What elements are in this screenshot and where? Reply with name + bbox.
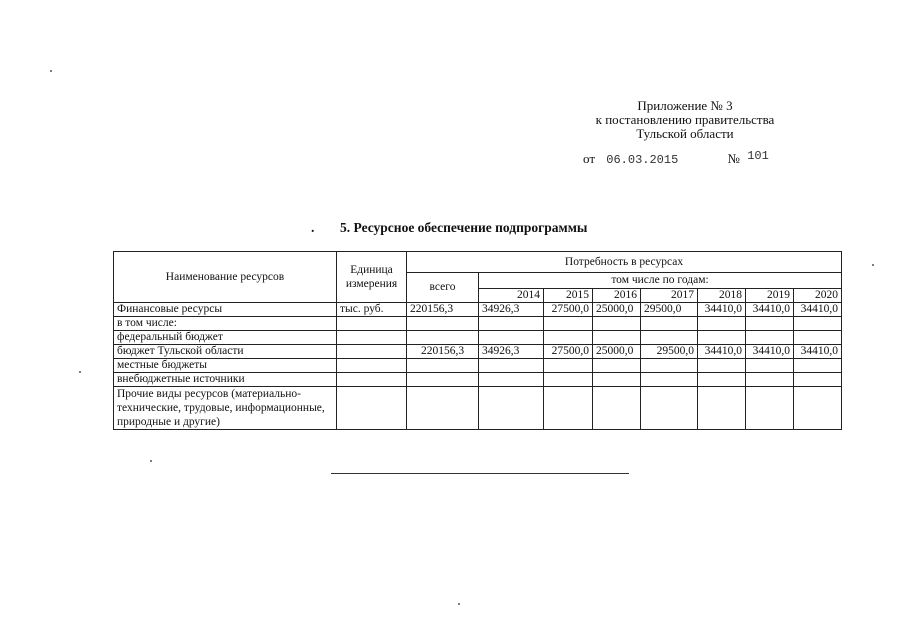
row-value: 34410,0 [746, 303, 794, 317]
row-name: в том числе: [114, 317, 337, 331]
row-value [593, 387, 641, 430]
header-need: Потребность в ресурсах [407, 252, 842, 273]
header-year: 2016 [593, 289, 641, 303]
scan-speck [50, 70, 52, 72]
row-value: 29500,0 [641, 303, 698, 317]
row-unit [337, 373, 407, 387]
row-value [698, 359, 746, 373]
header-resource-name: Наименование ресурсов [114, 252, 337, 303]
header-year: 2018 [698, 289, 746, 303]
row-value [544, 317, 593, 331]
row-value: 34410,0 [746, 345, 794, 359]
row-value [746, 359, 794, 373]
header-year: 2017 [641, 289, 698, 303]
row-total [407, 331, 479, 345]
row-value: 25000,0 [593, 303, 641, 317]
row-value [641, 387, 698, 430]
row-value [698, 331, 746, 345]
row-value [746, 373, 794, 387]
row-value [479, 331, 544, 345]
row-value [641, 373, 698, 387]
row-unit [337, 359, 407, 373]
header-year: 2014 [479, 289, 544, 303]
table-row [114, 359, 842, 373]
decree-number: 101 [747, 149, 769, 163]
row-value [641, 359, 698, 373]
table-row [114, 317, 842, 331]
row-value: 34410,0 [698, 345, 746, 359]
table-row [114, 345, 842, 359]
row-unit [337, 331, 407, 345]
row-value: 34926,3 [479, 345, 544, 359]
row-value [794, 331, 842, 345]
row-unit [337, 317, 407, 331]
row-value [544, 331, 593, 345]
table-row [114, 387, 842, 430]
row-value: 27500,0 [544, 345, 593, 359]
decree-from-label: от [583, 151, 596, 166]
table-row [114, 373, 842, 387]
row-value [794, 317, 842, 331]
row-value [544, 359, 593, 373]
decree-date: 06.03.2015 [606, 153, 679, 167]
row-total [407, 387, 479, 430]
row-value [794, 373, 842, 387]
row-value [746, 331, 794, 345]
row-total [407, 373, 479, 387]
scan-speck [458, 603, 460, 605]
bottom-divider [331, 473, 629, 474]
row-value [794, 359, 842, 373]
row-value [746, 387, 794, 430]
scan-speck [79, 371, 81, 373]
header-total: всего [407, 273, 479, 303]
row-value [698, 373, 746, 387]
section-bullet: . [311, 220, 315, 235]
table-row [114, 303, 842, 317]
row-unit [337, 345, 407, 359]
row-value: 25000,0 [593, 345, 641, 359]
row-name: местные бюджеты [114, 359, 337, 373]
appendix-header [560, 99, 810, 141]
row-value: 34410,0 [794, 345, 842, 359]
row-value: 29500,0 [641, 345, 698, 359]
row-name: бюджет Тульской области [114, 345, 337, 359]
decree-line [583, 151, 769, 167]
header-year: 2019 [746, 289, 794, 303]
row-value [641, 317, 698, 331]
row-value [544, 373, 593, 387]
row-value: 34410,0 [794, 303, 842, 317]
row-total [407, 317, 479, 331]
row-value [794, 387, 842, 430]
row-value [593, 373, 641, 387]
row-unit [337, 387, 407, 430]
appendix-title: Приложение № 3 [637, 98, 733, 113]
row-value [479, 317, 544, 331]
row-value [479, 359, 544, 373]
row-value: 34926,3 [479, 303, 544, 317]
row-unit: тыс. руб. [337, 303, 407, 317]
decree-number-label: № [727, 151, 740, 166]
scan-speck [872, 264, 874, 266]
appendix-line-region: Тульской области [636, 126, 734, 141]
row-name: Прочие виды ресурсов (материально-технические, трудовые, информационные, природные и другие) [114, 387, 337, 430]
row-total [407, 359, 479, 373]
row-value [479, 387, 544, 430]
header-unit: Единица измерения [337, 252, 407, 303]
row-value [641, 331, 698, 345]
row-value [593, 317, 641, 331]
resources-table [113, 251, 842, 430]
row-total: 220156,3 [407, 345, 479, 359]
row-value [698, 317, 746, 331]
header-years-group: том числе по годам: [479, 273, 842, 289]
row-value [593, 331, 641, 345]
row-value [544, 387, 593, 430]
row-name: федеральный бюджет [114, 331, 337, 345]
section-title: 5. Ресурсное обеспечение подпрограммы [340, 220, 588, 235]
header-year: 2015 [544, 289, 593, 303]
header-year: 2020 [794, 289, 842, 303]
row-value [698, 387, 746, 430]
scan-speck [150, 460, 152, 462]
row-value [746, 317, 794, 331]
row-value: 34410,0 [698, 303, 746, 317]
row-value [593, 359, 641, 373]
row-value [479, 373, 544, 387]
row-value: 27500,0 [544, 303, 593, 317]
row-name: внебюджетные источники [114, 373, 337, 387]
section-title-row [311, 220, 588, 236]
table-row [114, 331, 842, 345]
row-name: Финансовые ресурсы [114, 303, 337, 317]
appendix-line-resolution: к постановлению правительства [595, 112, 775, 127]
row-total: 220156,3 [407, 303, 479, 317]
